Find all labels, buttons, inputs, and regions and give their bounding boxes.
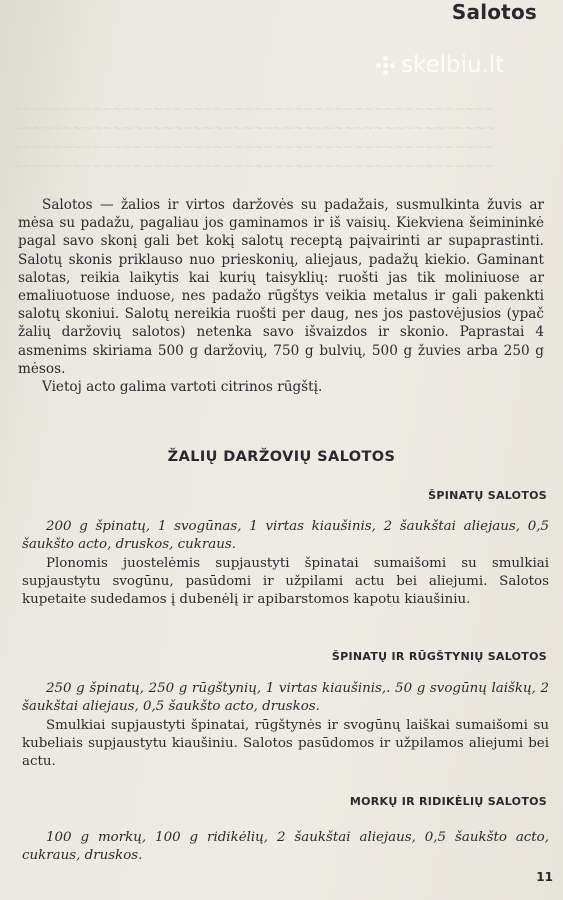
running-head: Salotos — [451, 0, 537, 24]
recipe-title: MORKŲ IR RIDIKĖLIŲ SALOTOS — [349, 795, 547, 808]
recipe-ingredients: 200 g špinatų, 1 svogūnas, 1 virtas kiaušinis, 2 šaukštai aliejaus, 0,5 šaukšto acto, druskos, cukraus. — [22, 519, 549, 553]
page-number: 11 — [536, 870, 553, 884]
bleed-through-text: ~~~~~~~~~~~~~~~~~~~~~~~~~~~~~~~~~~~~~~~~~~~~~~~~ ~~~~~~~~~~~~~~~~~~~~~~~~~~~~~~~~~~~~~~~~~~~~~~~~ ~~~~~~~~~~~~~~~~~~~~~~~~~~~~~~~~~~~~~~~~~~~~~~~~ ~~~~~~~~~~~~~~~~~~~~~~~~~~~~~~~~~~~~~~~~~~~~~~~~ — [12, 102, 495, 173]
recipe-body — [22, 518, 549, 609]
recipe-method: Plonomis juostelėmis supjaustyti špinatai sumaišomi su smulkiai supjaustytu svogūnu, pasūdomi ir užpilami actu bei aliejumi. Salotos kupetaite sudedamos į dubenėlį ir apibarstomos kapotu kiaušiniu. — [22, 555, 549, 608]
watermark-text: skelbiu.lt — [401, 52, 505, 78]
recipe-method: Smulkiai supjaustyti špinatai, rūgštynės ir svogūnų laiškai sumaišomi su kubeliais supjaustytu kiaušiniu. Salotos pasūdomos ir užpilamos aliejumi bei actu. — [22, 717, 549, 770]
recipe-ingredients: 250 g špinatų, 250 g rūgštynių, 1 virtas kiaušinis,. 50 g svogūnų laiškų, 2 šaukštai aliejaus, 0,5 šaukšto acto, druskos. — [22, 681, 549, 715]
watermark — [376, 52, 504, 78]
recipe-title: ŠPINATŲ SALOTOS — [428, 489, 547, 502]
recipe-ingredients: 100 g morkų, 100 g ridikėlių, 2 šaukštai aliejaus, 0,5 šaukšto acto, cukraus, druskos. — [22, 830, 549, 864]
intro-paragraph: Salotos — žalios ir virtos daržovės su padažais, susmulkinta žuvis ar mėsa su padažu, pagaliau jos gaminamos ir iš vaisių. Kiekviena šeimininkė pagal savo skonį gali bet kokį salotų receptą paįvairinti ar supaprastinti. Salotų skonis priklauso nuo prieskonių, aliejaus, padažų kiekio. Gaminant salotas, reikia laikytis kai kurių taisyklių: ruošti jas tik moliniuose ar emaliuotuose induose, nes padažo rūgštys veikia metalus ir gali pakenkti salotų skoniui. Salotų nereikia ruošti per daug, nes jos pastovėjusios (ypač žalių daržovių salotos) netenka savo išvaizdos ir skonio. Paprastai 4 asmenims skiriama 500 g daržovių, 750 g bulvių, 500 g žuvies arba 250 g mėsos. — [18, 197, 544, 377]
recipe-body — [22, 829, 549, 866]
intro-text — [18, 196, 544, 396]
intro-note: Vietoj acto galima vartoti citrinos rūgštį. — [42, 379, 323, 396]
recipe-title: ŠPINATŲ IR RŪGŠTYNIŲ SALOTOS — [331, 650, 547, 663]
recipe-body — [22, 680, 549, 771]
section-title: ŽALIŲ DARŽOVIŲ SALOTOS — [167, 449, 396, 465]
watermark-dots-icon — [376, 56, 395, 75]
